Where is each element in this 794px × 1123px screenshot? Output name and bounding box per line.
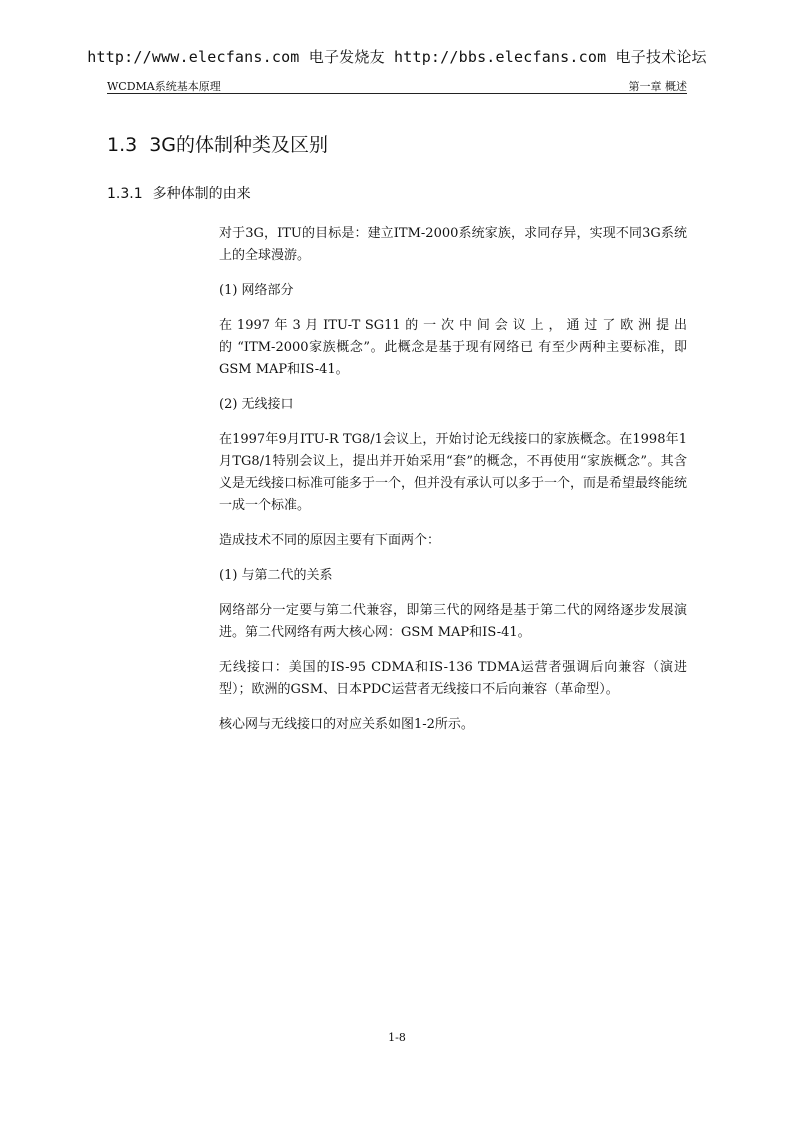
paragraph-reasons-intro: 造成技术不同的原因主要有下面两个： [219, 533, 441, 548]
subsection-heading [107, 183, 251, 203]
header-rule [107, 93, 687, 94]
running-head [107, 78, 687, 94]
paragraph-network-compat: 网络部分一定要与第二代兼容，即第三代的网络是基于第二代的网络逐步发展演进。第二代网络有两大核心网：GSM MAP和IS-41。 [219, 603, 687, 640]
running-head-book-title: WCDMA系统基本原理 [107, 80, 221, 93]
paragraph-radio-interface-heading: (2) 无线接口 [219, 397, 294, 412]
paragraph-itu-goal: 对于3G，ITU的目标是：建立ITM-2000系统家族，求同存异，实现不同3G系统上的全球漫游。 [219, 226, 687, 263]
subsection-number: 1.3.1 [107, 186, 143, 202]
paragraph-itu-r-meeting: 在1997年9月ITU-R TG8/1会议上，开始讨论无线接口的家族概念。在1998年1月TG8/1特别会议上，提出并开始采用“套”的概念，不再使用“家族概念”。其含义是无线接口标准可能多于一个，但并没有承认可以多于一个，而是希望最终能统一成一个标准。 [219, 432, 688, 513]
paragraph-itu-t-meeting: 在 1997 年 3 月 ITU-T SG11 的 一 次 中 间 会 议 上 ， 通 过 了 欧 洲 提 出 的 “ITM-2000家族概念”。此概念是基于现有网络已 有至少两种主要标准，即GSM MAP和IS-41。 [219, 318, 687, 377]
paragraph-second-gen-heading: (1) 与第二代的关系 [219, 568, 333, 583]
site-header: http://www.elecfans.com 电子发烧友 http://bbs.elecfans.com 电子技术论坛 [87, 48, 707, 66]
section-number: 1.3 [107, 134, 138, 156]
paragraph-network-part-heading: (1) 网络部分 [219, 283, 294, 298]
subsection-title: 多种体制的由来 [152, 186, 251, 202]
paragraph-core-radio-mapping: 核心网与无线接口的对应关系如图1-2所示。 [219, 717, 474, 732]
body-text [219, 223, 687, 749]
paragraph-radio-compat: 无线接口：美国的IS-95 CDMA和IS-136 TDMA运营者强调后向兼容（演进型）；欧洲的GSM、日本PDC运营者无线接口不后向兼容（革命型）。 [219, 660, 687, 697]
running-head-chapter: 第一章 概述 [628, 80, 687, 93]
page-number: 1-8 [388, 1031, 406, 1044]
section-title: 3G的体制种类及区别 [149, 134, 329, 156]
section-heading [107, 130, 328, 157]
